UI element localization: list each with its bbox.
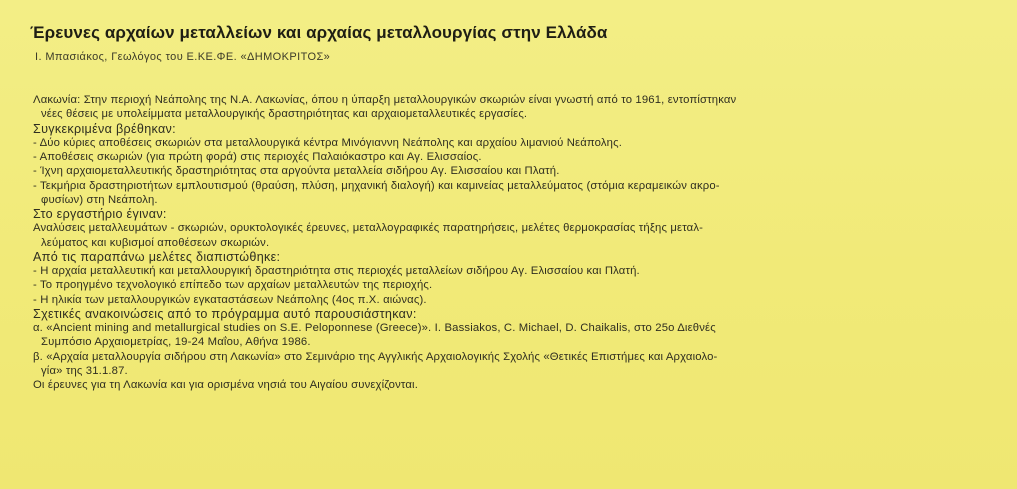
list-item: - Η ηλικία των μεταλλουργικών εγκαταστάσεων Νεάπολης (4ος π.Χ. αιώνας). xyxy=(33,293,427,306)
article-body xyxy=(33,93,973,392)
list-item: - Ίχνη αρχαιομεταλλευτικής δραστηριότητας στα αργούντα μεταλλεία σιδήρου Αγ. Ελισσαίου και Πλατή. xyxy=(33,165,560,178)
article-author: Ι. Μπασιάκος, Γεωλόγος του Ε.ΚΕ.ΦΕ. «ΔΗΜΟΚΡΙΤΟΣ» xyxy=(35,51,331,63)
section-heading: Από τις παραπάνω μελέτες διαπιστώθηκε: xyxy=(33,249,281,264)
reference-item-continuation: γία» της 31.1.87. xyxy=(41,364,128,377)
list-item: - Δύο κύριες αποθέσεις σκωριών στα μεταλλουργικά κέντρα Μινόγιαννη Νεάπολης και αρχαίου λιμανιού Νεάπολης. xyxy=(33,136,622,149)
list-item: - Το προηγμένο τεχνολογικό επίπεδο των αρχαίων μεταλλευτών της περιοχής. xyxy=(33,279,433,292)
reference-item-continuation: Συμπόσιο Αρχαιομετρίας, 19-24 Μαΐου, Αθήνα 1986. xyxy=(41,336,311,349)
section-heading: Συγκεκριμένα βρέθηκαν: xyxy=(33,121,176,136)
article-title: Έρευνες αρχαίων μεταλλείων και αρχαίας μεταλλουργίας στην Ελλάδα xyxy=(30,23,608,42)
list-item: - Τεκμήρια δραστηριοτήτων εμπλουτισμού (θραύση, πλύση, μηχανική διαλογή) και καμινείας μεταλλεύματος (στόμια κεραμεικών ακρο- xyxy=(33,179,720,192)
body-line: Λακωνία: Στην περιοχή Νεάπολης της Ν.Α. Λακωνίας, όπου η ύπαρξη μεταλλουργικών σκωριών είναι γνωστή από το 1961, εντοπίστηκαν xyxy=(33,94,737,106)
body-line: λεύματος και κυβισμοί αποθέσεων σκωριών. xyxy=(41,236,270,249)
list-item-continuation: φυσίων) στη Νεάπολη. xyxy=(41,193,158,206)
body-line: Αναλύσεις μεταλλευμάτων - σκωριών, ορυκτολογικές έρευνες, μεταλλογραφικές παρατηρήσεις, μελέτες θερμοκρασίας τήξης μεταλ- xyxy=(33,222,704,235)
reference-item: β. «Αρχαία μεταλλουργία σιδήρου στη Λακωνία» στο Σεμινάριο της Αγγλικής Αρχαιολογικής Σχολής «Θετικές Επιστήμες και Αρχαιολο- xyxy=(33,350,718,363)
list-item: - Η αρχαία μεταλλευτική και μεταλλουργική δραστηριότητα στις περιοχές μεταλλείων σιδήρου Αγ. Ελισσαίου και Πλατή. xyxy=(33,265,640,277)
section-heading: Στο εργαστήριο έγιναν: xyxy=(33,207,167,221)
reference-item: α. «Ancient mining and metallurgical studies on S.E. Peloponnese (Greece)». I. Bassiakos, C. Michael, D. Chaikalis, στο 25ο Διεθνές xyxy=(33,322,716,334)
closing-line: Οι έρευνες για τη Λακωνία και για ορισμένα νησιά του Αιγαίου συνεχίζονται. xyxy=(33,379,418,391)
section-heading: Σχετικές ανακοινώσεις από το πρόγραμμα αυτό παρουσιάστηκαν: xyxy=(33,306,417,321)
body-line: νέες θέσεις με υπολείμματα μεταλλουργικής δραστηριότητας και αρχαιομεταλλευτικές εργασίες. xyxy=(41,108,528,121)
list-item: - Αποθέσεις σκωριών (για πρώτη φορά) στις περιοχές Παλαιόκαστρο και Αγ. Ελισσαίος. xyxy=(33,151,482,163)
